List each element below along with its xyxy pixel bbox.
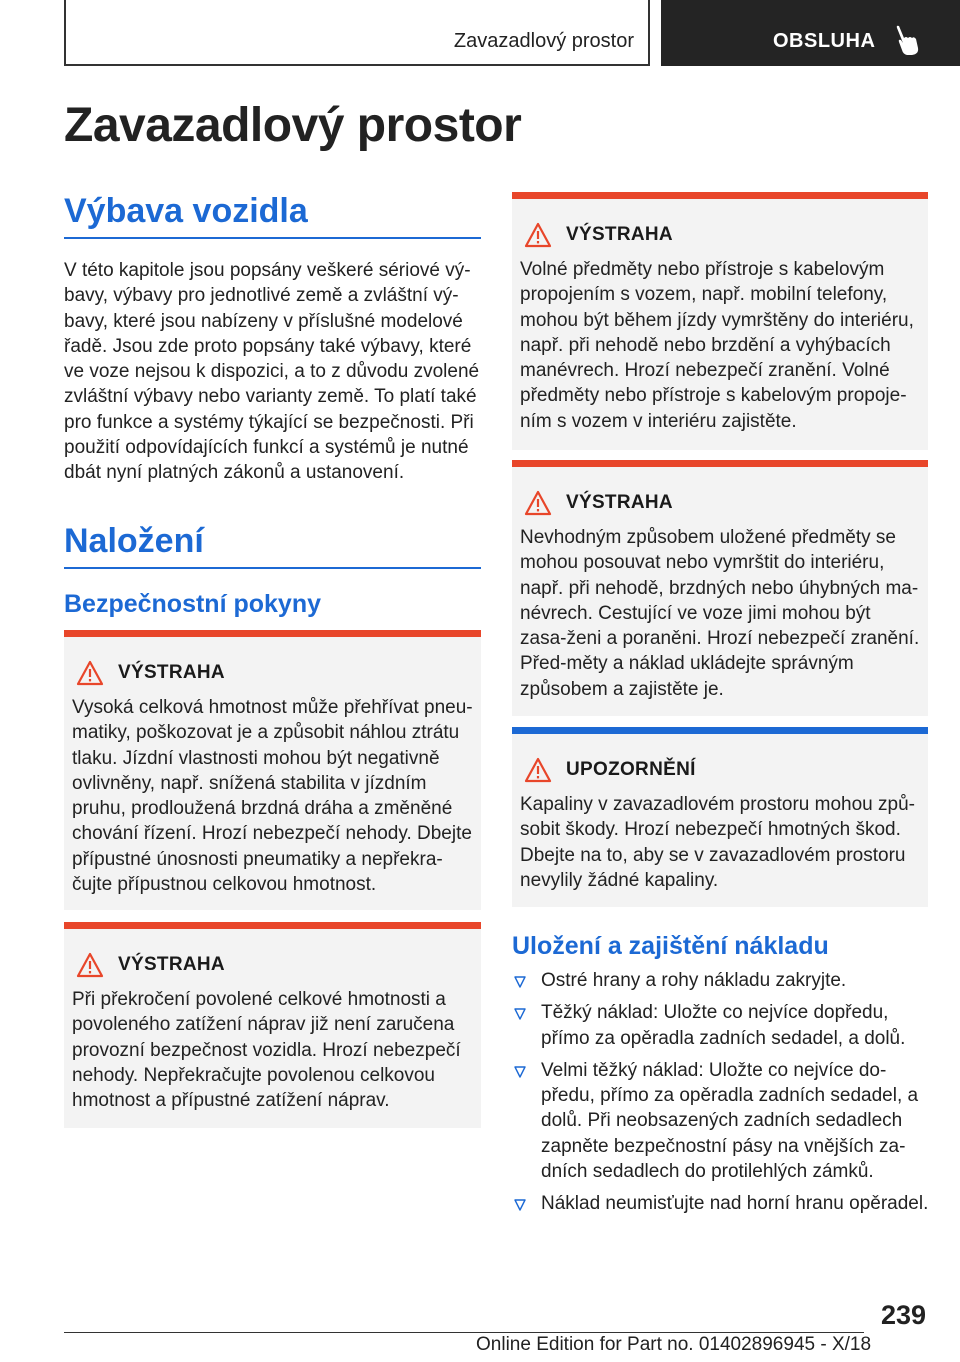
warning-header	[76, 951, 225, 979]
list-item: Těžký náklad: Uložte co nejvíce dopředu, přímo za opěradla zadních sedadel, a dolů.	[512, 1000, 932, 1051]
triangle-bullet-icon	[514, 1199, 526, 1211]
header-chapter-tab	[661, 0, 960, 66]
section-heading-nalozeni: Naložení	[64, 522, 481, 569]
header-section-title: Zavazadlový prostor	[453, 30, 634, 52]
header-section-tab	[64, 0, 650, 66]
warning-box	[512, 460, 928, 716]
warning-header	[76, 659, 225, 687]
notice-header	[524, 756, 696, 784]
warning-title: VÝSTRAHA	[118, 954, 225, 975]
pointing-hand-icon	[895, 24, 921, 56]
warning-title: VÝSTRAHA	[566, 224, 673, 245]
warning-text: Nevhodným způsobem uložené předměty se mohou posouvat nebo vymrštit do interiéru, např. při nehodě, brzdných nebo úhybných ma-névrech. Cestující ve voze jimi mohou být zasa-ženi a poraněni. Hrozí nebezpečí zranění. Před-měty a náklad ukládejte správným způsobem a zajistěte je.	[520, 527, 920, 700]
warning-triangle-icon	[524, 490, 552, 516]
warning-triangle-icon	[524, 222, 552, 248]
notice-text: Kapaliny v zavazadlovém prostoru mohou způ-sobit škody. Hrozí nebezpečí hmotných škod. Dbejte na to, aby se v zavazadlovém prostoru nevylily žádné kapaliny.	[520, 794, 915, 891]
page-title: Zavazadlový prostor	[64, 99, 522, 152]
triangle-bullet-icon	[514, 1066, 526, 1078]
subheading-safety: Bezpečnostní pokyny	[64, 590, 321, 618]
warning-triangle-icon	[76, 660, 104, 686]
subheading-cargo: Uložení a zajištění nákladu	[512, 932, 829, 960]
header-chapter-label: OBSLUHA	[773, 30, 876, 52]
vybava-paragraph: V této kapitole jsou popsány veškeré sériové vý-bavy, výbavy pro jednotlivé země a zvláštní vý-bavy, které jsou nabízeny v příslušné modelové řadě. Jsou zde proto popsány také výbavy, které ve voze nejsou k dispozici, a to z důvodu zvolené zvláštní výbavy nebo varianty země. To platí také pro funkce a systémy týkající se bezpečnosti. Při použití odpovídajících funkcí a systémů je nutné dbát nyní platných zákonů a ustanovení.	[64, 260, 480, 484]
warning-triangle-icon	[76, 952, 104, 978]
warning-box	[64, 922, 481, 1128]
warning-title: VÝSTRAHA	[118, 662, 225, 683]
warning-header	[524, 221, 673, 249]
notice-title: UPOZORNĚNÍ	[566, 759, 696, 780]
list-item: Ostré hrany a rohy nákladu zakryjte.	[512, 968, 932, 993]
footer-divider	[64, 1332, 864, 1333]
warning-header	[524, 489, 673, 517]
page-number: 239	[880, 1300, 926, 1330]
notice-box	[512, 727, 928, 907]
triangle-bullet-icon	[514, 976, 526, 988]
warning-box	[64, 630, 481, 910]
list-item: Náklad neumisťujte nad horní hranu opěradel.	[512, 1191, 932, 1216]
warning-text: Volné předměty nebo přístroje s kabelovým propojením s vozem, např. mobilní telefony, mohou být během jízdy vymrštěny do interiéru, např. při nehodě nebo brzdění a vyhýbacích manévrech. Hrozí nebezpečí zranění. Volné předměty nebo přístroje s kabelovým propoje-ním s vozem v interiéru zajistěte.	[520, 259, 914, 432]
warning-box	[512, 192, 928, 450]
warning-triangle-icon	[524, 757, 552, 783]
section-heading-vybava: Výbava vozidla	[64, 192, 481, 239]
list-item: Velmi těžký náklad: Uložte co nejvíce do-předu, přímo za opěradla zadních sedadel, a dolů. Při neobsazených zadních sedadlech zapněte bezpečnostní pásy na vnějších za-dních sedadlech do protilehlých zámků.	[512, 1058, 932, 1184]
triangle-bullet-icon	[514, 1008, 526, 1020]
warning-text: Vysoká celková hmotnost může přehřívat pneu-matiky, poškozovat je a způsobit náhlou ztrátu tlaku. Jízdní vlastnosti mohou být negativně ovlivněny, např. snížená stabilita v jízdním pruhu, prodloužená brzdná dráha a změněné chování řízení. Hrozí nebezpečí nehody. Dbejte přípustné únosnosti pneumatiky a nepřekra-čujte přípustnou celkovou hmotnost.	[72, 697, 473, 896]
warning-text: Při překročení povolené celkové hmotnosti a povoleného zatížení náprav již není zaručena provozní bezpečnost vozidla. Hrozí nebezpečí nehody. Nepřekračujte povolenou celkovou hmotnost a přípustné zatížení náprav.	[72, 989, 461, 1112]
footer-edition: Online Edition for Part no. 01402896945 - X/18	[476, 1334, 872, 1355]
cargo-list	[512, 968, 932, 1224]
warning-title: VÝSTRAHA	[566, 492, 673, 513]
